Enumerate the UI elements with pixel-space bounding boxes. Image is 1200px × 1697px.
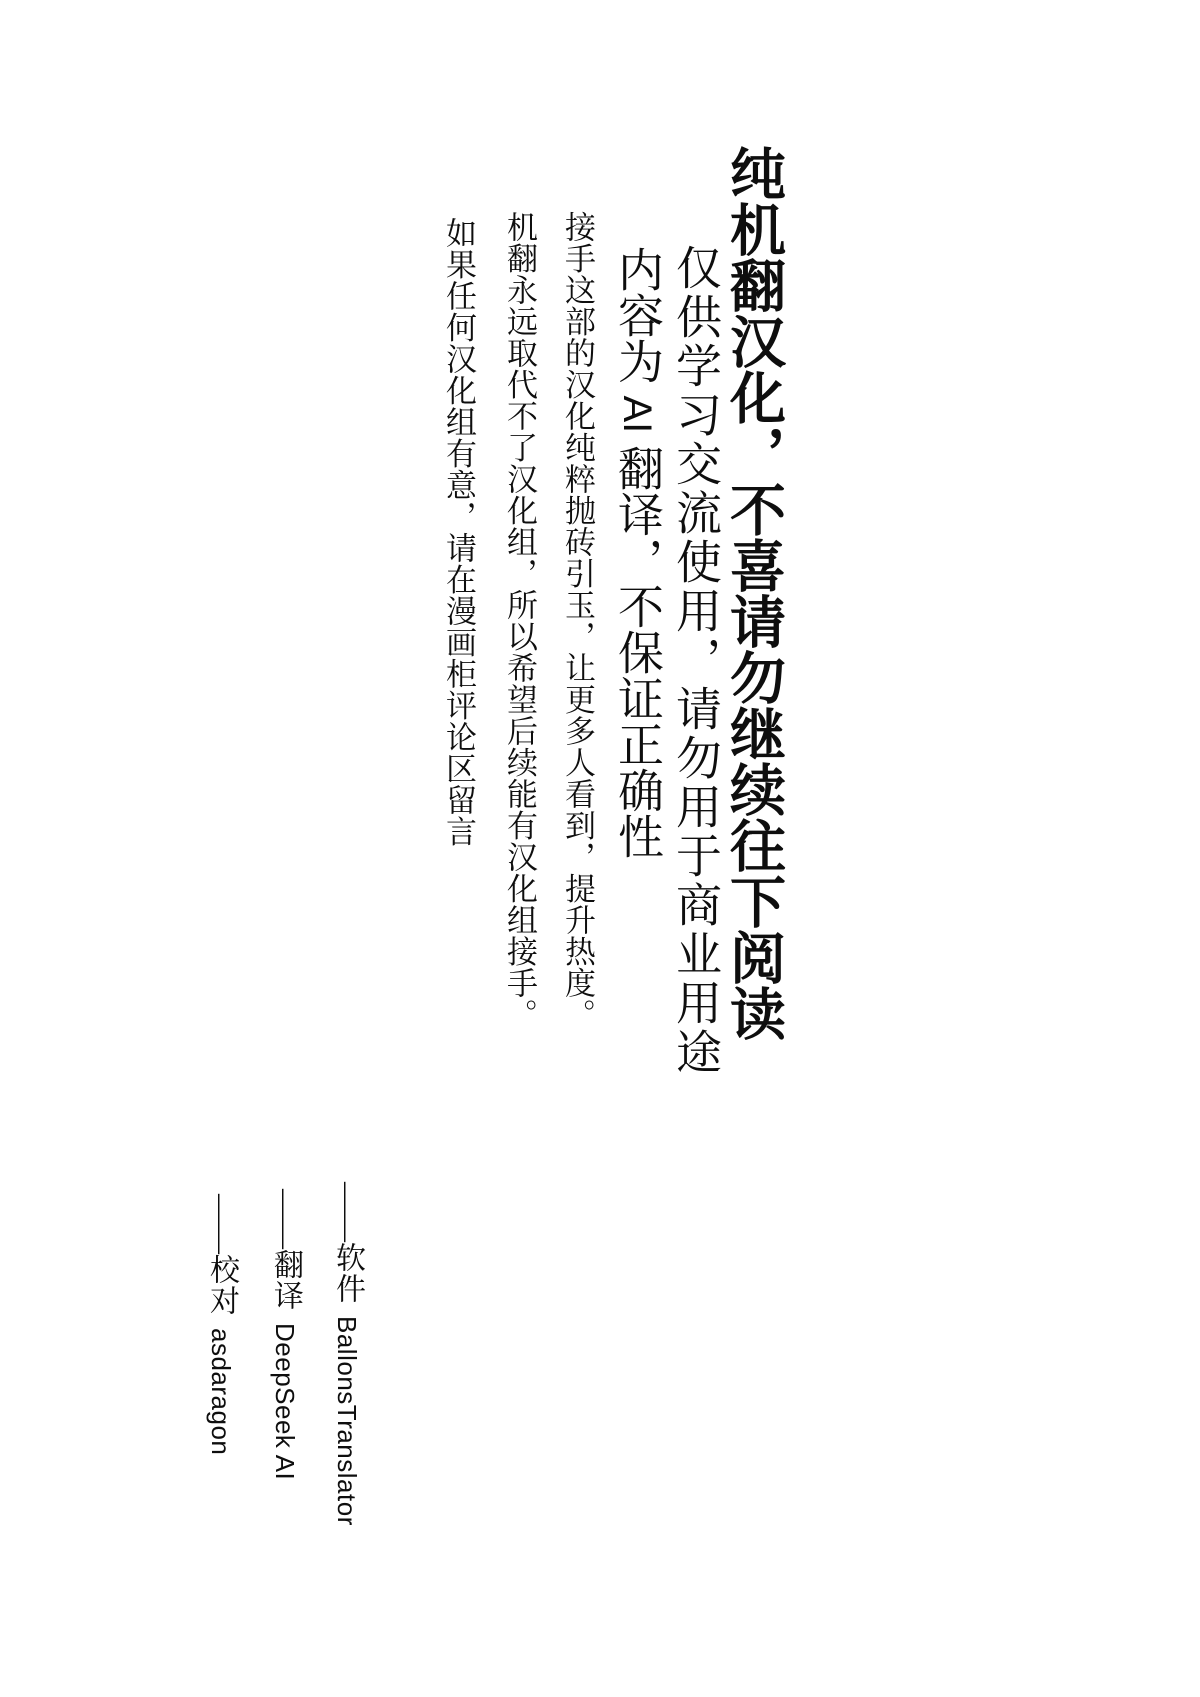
note-line-takeover: 接手这部的汉化纯粹抛砖引玉，让更多人看到，提升热度。 [560, 211, 595, 1030]
credit-proofreader [206, 1194, 236, 1455]
usage-notice-line: 仅供学习交流使用，请勿用于商业用途 [670, 244, 721, 1077]
note-line-contact: 如果任何汉化组有意，请在漫画柜评论区留言 [441, 217, 476, 847]
credit-name: DeepSeek AI [270, 1323, 300, 1481]
credit-dash: —— [331, 1182, 364, 1242]
credit-translator [270, 1189, 300, 1480]
ai-notice-line [612, 246, 663, 859]
credit-role-label: 软件 [331, 1242, 364, 1304]
page-title: 纯机翻汉化，不喜请勿继续往下阅读 [722, 145, 784, 1041]
credit-name: asdaragon [206, 1328, 236, 1456]
credit-dash: —— [205, 1194, 238, 1254]
ai-label: AI [615, 395, 659, 434]
ai-notice-prefix: 内容为 [612, 246, 663, 396]
credit-software [332, 1182, 362, 1526]
credit-role-label: 翻译 [269, 1249, 302, 1311]
credit-dash: —— [269, 1189, 302, 1249]
credit-role-label: 校对 [205, 1254, 238, 1316]
ai-notice-suffix: 翻译，不保证正确性 [612, 433, 663, 859]
note-line-machine-translation: 机翻永远取代不了汉化组，所以希望后续能有汉化组接手。 [502, 211, 537, 1030]
credit-name: BallonsTranslator [332, 1316, 362, 1526]
